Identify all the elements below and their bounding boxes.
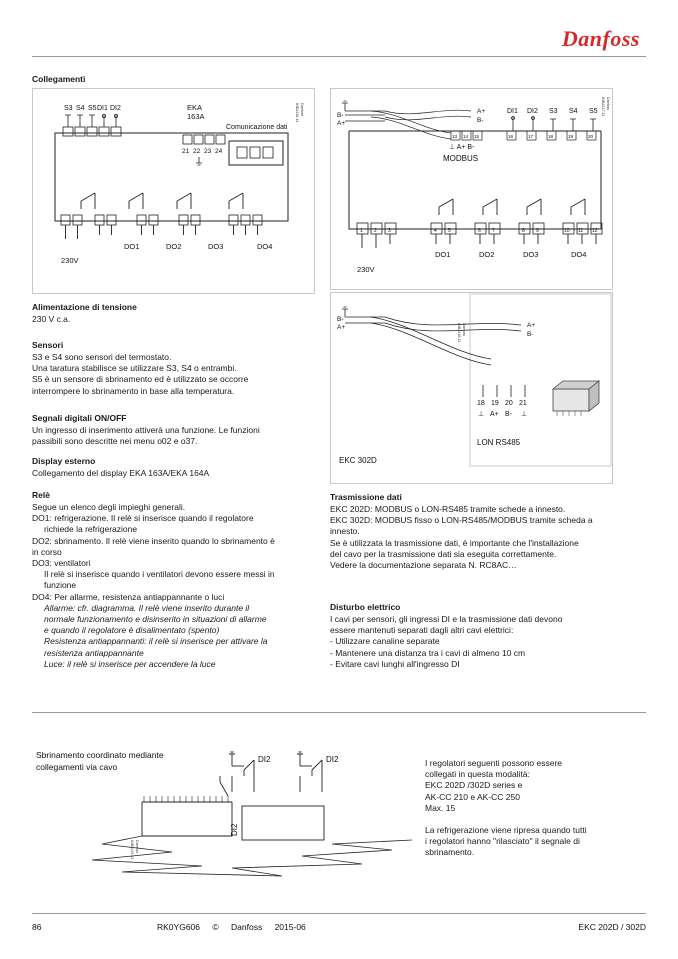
svg-text:DO3: DO3 [523,250,539,259]
bottom-text-line: sbrinamento. [425,847,475,858]
footer-divider [32,913,646,914]
svg-text:16: 16 [508,134,514,139]
svg-text:DO2: DO2 [479,250,495,259]
svg-text:DI2: DI2 [326,755,339,764]
lon-rs485-diagram [330,292,613,484]
section-heading: Alimentazione di tensione [32,302,137,312]
svg-text:S4: S4 [569,108,578,115]
svg-text:11: 11 [578,228,584,234]
section-line: S3 e S4 sono sensori del termostato. [32,352,172,362]
section-line: - Utilizzare canaline separate [330,636,440,647]
svg-text:DO2: DO2 [166,242,182,251]
svg-text:163A: 163A [187,112,205,121]
svg-text:B-: B- [527,331,534,338]
mid-divider [32,712,646,713]
section-segnali-digitali [32,413,317,447]
bottom-text-line: EKC 202D /302D series e [425,780,523,791]
do4-resistenza-rest: il relè si inserisce per attivare la [146,636,268,647]
section-heading: Relè [32,490,50,500]
footer-product: EKC 202D / 302D [578,922,646,932]
svg-text:4: 4 [434,228,437,234]
svg-text:DI1: DI1 [507,108,518,115]
section-line: DO3: ventilatori [32,558,91,569]
section-line: DO2: sbrinamento. Il relè viene inserito quando lo sbrinamento è [32,535,275,546]
svg-text:21: 21 [182,148,190,155]
svg-text:14: 14 [463,134,469,139]
section-line: passibili sono descritte nei menu o02 e o37. [32,436,198,447]
svg-text:B-: B- [477,117,484,124]
svg-text:B-: B- [505,411,512,418]
section-heading: Sensori [32,340,64,350]
svg-text:A+: A+ [337,120,346,127]
footer-company: Danfoss [231,922,263,932]
do4-allarme-lead: Allarme: [44,602,76,613]
do4-luce-rest: il relè si inserisce per accendere la luce [64,658,216,669]
svg-text:S5: S5 [88,105,97,112]
section-heading: Disturbo elettrico [330,602,401,612]
section-line: Collegamento del display EKA 163A/EKA 164A [32,468,210,478]
svg-text:5: 5 [448,228,451,234]
svg-text:84B2416.11: 84B2416.11 [295,103,299,123]
do4-allarme-line: normale funzionamento e disinserito in situazioni di allarme [44,614,267,625]
bottom-text-line: AK-CC 210 e AK-CC 250 [425,791,520,802]
svg-text:23: 23 [204,148,212,155]
section-heading: Trasmissione dati [330,492,402,502]
svg-text:DI1: DI1 [97,105,108,112]
section-line: - Mantenere una distanza tra i cavi di almeno 10 cm [330,647,526,658]
svg-text:S4: S4 [76,105,85,112]
svg-text:DO4: DO4 [257,242,273,251]
svg-text:⊥: ⊥ [478,411,485,418]
svg-text:S3: S3 [549,108,558,115]
section-disturbo-elettrico [330,602,615,670]
section-display-esterno [32,456,317,479]
danfoss-logo: Danfoss [561,26,640,51]
svg-text:EKC 302D: EKC 302D [339,456,377,465]
svg-text:18: 18 [548,134,554,139]
page-number: 86 [32,922,42,932]
svg-text:collegamenti via cavo: collegamenti via cavo [36,762,118,772]
section-sensori [32,340,317,397]
section-line: 230 V c.a. [32,314,71,324]
do4-allarme-rest: cfr. diagramma. Il relè viene inserito durante il [75,602,250,613]
svg-text:DO4: DO4 [571,250,587,259]
svg-text:Danfoss: Danfoss [300,103,304,117]
section-line: Vedere la documentazione separata N. RC8AC… [330,560,517,571]
do4-luce-lead: Luce: [44,658,65,669]
svg-text:13: 13 [452,134,458,139]
section-line: - Evitare cavi lunghi all'ingresso DI [330,658,460,669]
section-line: innesto. [330,526,360,537]
bottom-text-line: i regolatori hanno "rilasciato" il segnale di [425,836,580,847]
svg-text:EKA: EKA [187,103,203,112]
section-line: DO4: Per allarme, resistenza antiappannante o luci [32,591,225,602]
svg-text:Comunicazione dati: Comunicazione dati [226,124,288,131]
eka163a-wiring-diagram [32,88,315,294]
svg-text:20: 20 [505,400,513,407]
section-line: interrompere lo sbrinamento in base alla temperatura. [32,385,235,396]
svg-text:7: 7 [492,228,495,234]
svg-text:B-: B- [337,112,344,119]
svg-text:20: 20 [588,134,594,139]
section-line: Se è utilizzata la trasmissione dati, è importante che l'installazione [330,537,579,548]
svg-text:A+: A+ [477,108,486,115]
svg-text:2: 2 [374,228,377,234]
svg-text:84B2417.11: 84B2417.11 [601,97,605,117]
page-title: Collegamenti [32,74,86,84]
svg-text:230V: 230V [61,256,79,265]
svg-text:22: 22 [193,148,201,155]
do4-allarme-line [32,603,317,614]
svg-text:S5: S5 [589,108,598,115]
header-divider [32,56,646,57]
do4-resistenza-lead: Resistenza antiappannanti: [44,636,147,647]
svg-text:A+: A+ [490,411,499,418]
do4-resistenza-line [32,636,317,647]
svg-text:S3: S3 [64,105,73,112]
bottom-text-line: collegati in questa modalità: [425,769,530,780]
coordinated-defrost-diagram [32,740,417,880]
svg-text:Danfoss: Danfoss [606,97,610,111]
modbus-wiring-diagram [330,88,613,290]
svg-text:15: 15 [474,134,480,139]
section-trasmissione-dati [330,492,615,571]
svg-text:8: 8 [522,228,525,234]
svg-text:LON RS485: LON RS485 [477,438,521,447]
section-alimentazione [32,302,317,325]
svg-text:9: 9 [536,228,539,234]
svg-text:24: 24 [215,148,223,155]
section-rele [32,490,317,670]
coordinated-defrost-text [425,758,615,859]
svg-text:21: 21 [519,400,527,407]
svg-text:19: 19 [568,134,574,139]
bottom-text-line: I regolatori seguenti possono essere [425,758,563,768]
bottom-text-line: La refrigerazione viene ripresa quando tutti [425,825,587,836]
section-line: richiede la refrigerazione [44,524,138,535]
svg-text:17: 17 [528,134,534,139]
footer-date: 2015-06 [274,922,306,932]
svg-text:⊥ A+ B-: ⊥ A+ B- [449,144,475,151]
svg-text:Danfoss: Danfoss [135,840,139,854]
svg-text:A+: A+ [527,322,536,329]
do4-luce-line [32,659,317,670]
bottom-text-line: Max. 15 [425,802,456,813]
svg-text:B-: B- [337,316,344,323]
section-line: S5 è un sensore di sbrinamento ed è utilizzato se occorre [32,374,249,385]
svg-text:3: 3 [388,228,391,234]
section-heading: Segnali digitali ON/OFF [32,413,127,423]
svg-text:1: 1 [360,228,363,234]
do4-resistenza-line: resistenza antiappannante [44,647,144,658]
svg-text:10: 10 [564,228,570,234]
section-heading: Display esterno [32,456,96,466]
section-line: Un ingresso di inserimento attiverà una funzione. Le funzioni [32,425,260,435]
svg-text:19: 19 [491,400,499,407]
svg-text:MODBUS: MODBUS [443,154,479,163]
svg-text:84B2418.11: 84B2418.11 [457,323,461,343]
svg-text:6: 6 [478,228,481,234]
section-line: del cavo per la trasmissione dati sia eseguita correttamente. [330,548,557,559]
section-line: DO1: refrigerazione. Il relè si inserisce quando il regolatore [32,513,254,524]
svg-text:DI2: DI2 [258,755,271,764]
svg-text:18: 18 [477,400,485,407]
svg-text:230V: 230V [357,265,375,274]
footer-doc-code: RK0YG606 [157,922,200,932]
svg-text:DO1: DO1 [124,242,140,251]
svg-text:DI2: DI2 [230,823,239,836]
svg-text:Sbrinamento coordinato mediant: Sbrinamento coordinato mediante [36,750,164,760]
section-line: Segue un elenco degli impieghi generali. [32,502,186,512]
footer-center [157,922,316,932]
svg-text:Danfoss: Danfoss [462,323,466,337]
svg-text:DO3: DO3 [208,242,224,251]
svg-text:DI2: DI2 [527,108,538,115]
section-line: Una taratura stabilisce se utilizzare S3, S4 o entrambi. [32,363,237,374]
do3-detail-line: funzione [44,580,77,591]
svg-text:DI2: DI2 [110,105,121,112]
svg-text:DO1: DO1 [435,250,451,259]
svg-text:12: 12 [592,228,598,234]
section-line: essere mantenuti separati dagli altri cavi elettrici: [330,625,514,636]
svg-text:A+: A+ [337,324,346,331]
do4-allarme-line: e quando il regolatore è disalimentato (spento) [44,625,220,636]
svg-text:84B2449.11: 84B2449.11 [130,840,134,860]
section-line: EKC 302D: MODBUS fisso o LON-RS485/MODBUS tramite scheda a [330,515,593,526]
section-line: EKC 202D: MODBUS o LON-RS485 tramite schede a innesto. [330,504,566,514]
section-line: I cavi per sensori, gli ingressi DI e la trasmissione dati devono [330,614,563,624]
section-line: in corso [32,546,62,557]
svg-text:⊥: ⊥ [521,411,528,418]
do3-detail-line: Il relè si inserisce quando i ventilatori devono essere messi in [44,569,275,580]
footer-copyright: © [212,922,219,932]
